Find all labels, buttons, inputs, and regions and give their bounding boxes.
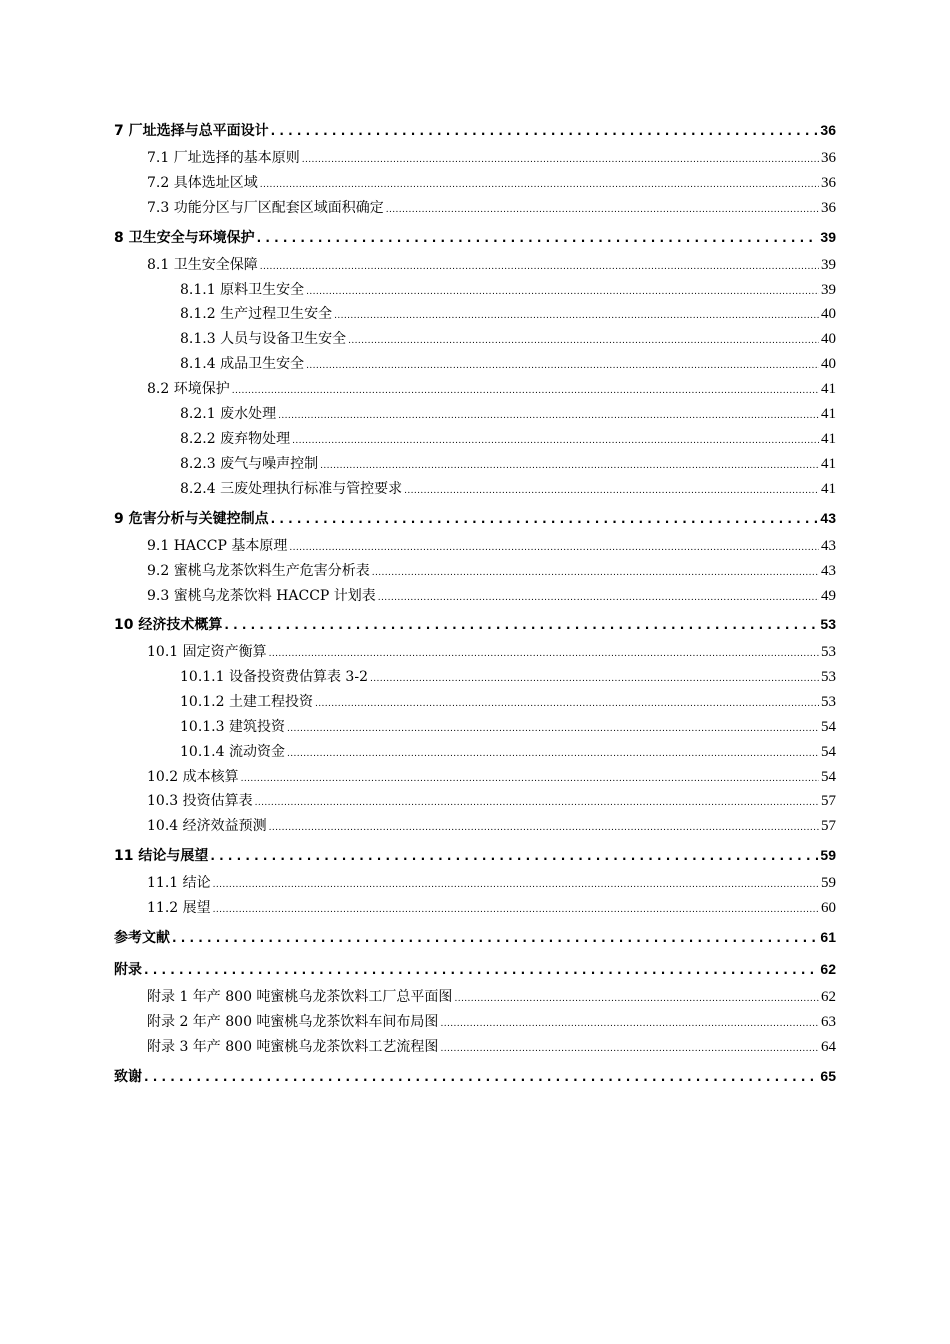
toc-entry-title: 10.1.1 设备投资费估算表 3-2 [180,669,368,685]
toc-entry-title: 7.3 功能分区与厂区配套区域面积确定 [147,200,384,216]
dot-leader [378,588,819,608]
toc-entry-page-number: 41 [821,381,836,397]
toc-chapter-entry[interactable] [114,1066,836,1086]
toc-entry-page-number: 61 [820,929,836,945]
toc-entry-page-number: 40 [821,356,836,372]
toc-entry-page-number: 41 [821,481,836,497]
toc-section-entry[interactable] [180,280,836,300]
toc-entry-page-number: 62 [821,989,836,1005]
toc-entry-title: 10.1.4 流动资金 [180,744,285,760]
toc-entry-title: 11.1 结论 [147,875,211,891]
dot-leader [278,406,819,426]
toc-entry-page-number: 49 [821,588,836,604]
dot-leader [440,1039,819,1059]
dot-leader [404,481,819,501]
toc-section-entry[interactable] [180,329,836,349]
toc-section-entry[interactable] [147,148,836,168]
dot-leader [287,719,819,739]
dot-leader [302,150,819,170]
toc-section-entry[interactable] [147,987,836,1007]
dot-leader [289,538,819,558]
dot-leader [306,356,819,376]
toc-entry-title: 10.1 固定资产衡算 [147,644,267,660]
toc-entry-page-number: 57 [821,818,836,834]
toc-entry-title: 10.3 投资估算表 [147,793,253,809]
toc-entry-page-number: 43 [820,510,836,526]
toc-section-entry[interactable] [147,791,836,811]
toc-section-entry[interactable] [147,898,836,918]
toc-section-entry[interactable] [180,717,836,737]
toc-entry-title: 附录 2 年产 800 吨蜜桃乌龙茶饮料车间布局图 [147,1014,439,1030]
toc-section-entry[interactable] [180,479,836,499]
toc-entry-title: 8.2.3 废气与噪声控制 [180,456,319,472]
toc-entry-page-number: 53 [820,616,836,632]
toc-section-entry[interactable] [180,404,836,424]
toc-entry-title: 11.2 展望 [147,900,211,916]
toc-entry-page-number: 54 [821,719,836,735]
toc-section-entry[interactable] [180,354,836,374]
dot-leader [260,175,819,195]
toc-entry-title: 致谢 [114,1069,142,1085]
toc-entry-title: 8.2 环境保护 [147,381,230,397]
toc-entry-title: 8.1.2 生产过程卫生安全 [180,306,333,322]
dot-leader [172,928,818,948]
dot-leader [269,644,819,664]
toc-entry-page-number: 60 [821,900,836,916]
toc-chapter-entry[interactable] [114,845,836,865]
toc-entry-page-number: 43 [821,563,836,579]
dot-leader [292,431,819,451]
dot-leader [348,331,819,351]
toc-entry-page-number: 41 [821,456,836,472]
toc-entry-page-number: 43 [821,538,836,554]
toc-section-entry[interactable] [147,379,836,399]
toc-entry-page-number: 36 [821,200,836,216]
toc-entry-page-number: 36 [820,122,836,138]
toc-section-entry[interactable] [180,429,836,449]
dot-leader [144,1067,818,1087]
toc-entry-title: 参考文献 [114,930,170,946]
dot-leader [315,694,819,714]
dot-leader [269,818,819,838]
toc-entry-title: 10.4 经济效益预测 [147,818,267,834]
toc-entry-page-number: 39 [821,257,836,273]
toc-section-entry[interactable] [147,561,836,581]
dot-leader [224,615,818,635]
toc-chapter-entry[interactable] [114,927,836,947]
dot-leader [255,793,819,813]
toc-chapter-entry[interactable] [114,508,836,528]
toc-entry-title: 9.1 HACCP 基本原理 [147,538,288,554]
toc-entry-title: 7.1 厂址选择的基本原则 [147,150,300,166]
toc-section-entry[interactable] [147,586,836,606]
toc-entry-title: 8.1 卫生安全保障 [147,257,258,273]
toc-entry-title: 8.1.4 成品卫生安全 [180,356,305,372]
toc-section-entry[interactable] [180,304,836,324]
dot-leader [440,1014,819,1034]
dot-leader [271,509,819,529]
toc-entry-title: 9 危害分析与关键控制点 [114,511,269,527]
toc-entry-page-number: 57 [821,793,836,809]
dot-leader [320,456,819,476]
toc-entry-title: 8.2.4 三废处理执行标准与管控要求 [180,481,403,497]
toc-entry-title: 11 结论与展望 [114,848,209,864]
dot-leader [306,282,819,302]
dot-leader [144,960,818,980]
toc-section-entry[interactable] [147,816,836,836]
toc-entry-title: 10 经济技术概算 [114,617,223,633]
toc-section-entry[interactable] [147,536,836,556]
dot-leader [386,200,819,220]
toc-entry-title: 9.3 蜜桃乌龙茶饮料 HACCP 计划表 [147,588,376,604]
toc-entry-title: 8 卫生安全与环境保护 [114,230,255,246]
toc-entry-page-number: 39 [820,229,836,245]
toc-entry-title: 8.1.1 原料卫生安全 [180,282,305,298]
dot-leader [454,989,819,1009]
toc-entry-title: 附录 [114,962,142,978]
toc-entry-page-number: 59 [820,847,836,863]
toc-entry-page-number: 64 [821,1039,836,1055]
toc-entry-page-number: 53 [821,669,836,685]
toc-entry-title: 10.1.3 建筑投资 [180,719,285,735]
toc-entry-page-number: 59 [821,875,836,891]
dot-leader [370,669,819,689]
toc-entry-page-number: 65 [820,1068,836,1084]
toc-entry-page-number: 63 [821,1014,836,1030]
toc-entry-page-number: 36 [821,175,836,191]
toc-section-entry[interactable] [147,198,836,218]
toc-section-entry[interactable] [180,692,836,712]
toc-chapter-entry[interactable] [114,959,836,979]
toc-chapter-entry[interactable] [114,614,836,634]
dot-leader [232,381,819,401]
toc-section-entry[interactable] [147,1012,836,1032]
toc-entry-page-number: 62 [820,961,836,977]
dot-leader [210,846,818,866]
toc-entry-page-number: 39 [821,282,836,298]
toc-section-entry[interactable] [180,667,836,687]
toc-section-entry[interactable] [147,1037,836,1057]
toc-entry-title: 10.1.2 土建工程投资 [180,694,313,710]
toc-section-entry[interactable] [147,255,836,275]
toc-entry-page-number: 41 [821,431,836,447]
dot-leader [287,744,819,764]
toc-entry-page-number: 53 [821,694,836,710]
toc-chapter-entry[interactable] [114,227,836,247]
dot-leader [241,769,819,789]
toc-entry-title: 8.2.2 废弃物处理 [180,431,291,447]
toc-section-entry[interactable] [147,173,836,193]
toc-entry-page-number: 40 [821,306,836,322]
toc-entry-title: 8.1.3 人员与设备卫生安全 [180,331,347,347]
toc-section-entry[interactable] [147,767,836,787]
toc-section-entry[interactable] [147,642,836,662]
toc-entry-title: 9.2 蜜桃乌龙茶饮料生产危害分析表 [147,563,370,579]
toc-section-entry[interactable] [180,742,836,762]
dot-leader [372,563,819,583]
toc-entry-page-number: 53 [821,644,836,660]
toc-entry-title: 7.2 具体选址区域 [147,175,258,191]
toc-entry-page-number: 41 [821,406,836,422]
toc-entry-page-number: 54 [821,744,836,760]
dot-leader [257,228,819,248]
toc-entry-title: 8.2.1 废水处理 [180,406,277,422]
toc-section-entry[interactable] [147,873,836,893]
toc-chapter-entry[interactable] [114,120,836,140]
dot-leader [213,900,819,920]
toc-entry-title: 10.2 成本核算 [147,769,239,785]
toc-entry-page-number: 40 [821,331,836,347]
dot-leader [271,121,819,141]
dot-leader [334,306,819,326]
toc-entry-page-number: 36 [821,150,836,166]
toc-entry-title: 附录 3 年产 800 吨蜜桃乌龙茶饮料工艺流程图 [147,1039,439,1055]
dot-leader [213,875,819,895]
dot-leader [260,257,819,277]
toc-entry-page-number: 54 [821,769,836,785]
toc-entry-title: 7 厂址选择与总平面设计 [114,123,269,139]
toc-section-entry[interactable] [180,454,836,474]
toc-entry-title: 附录 1 年产 800 吨蜜桃乌龙茶饮料工厂总平面图 [147,989,453,1005]
